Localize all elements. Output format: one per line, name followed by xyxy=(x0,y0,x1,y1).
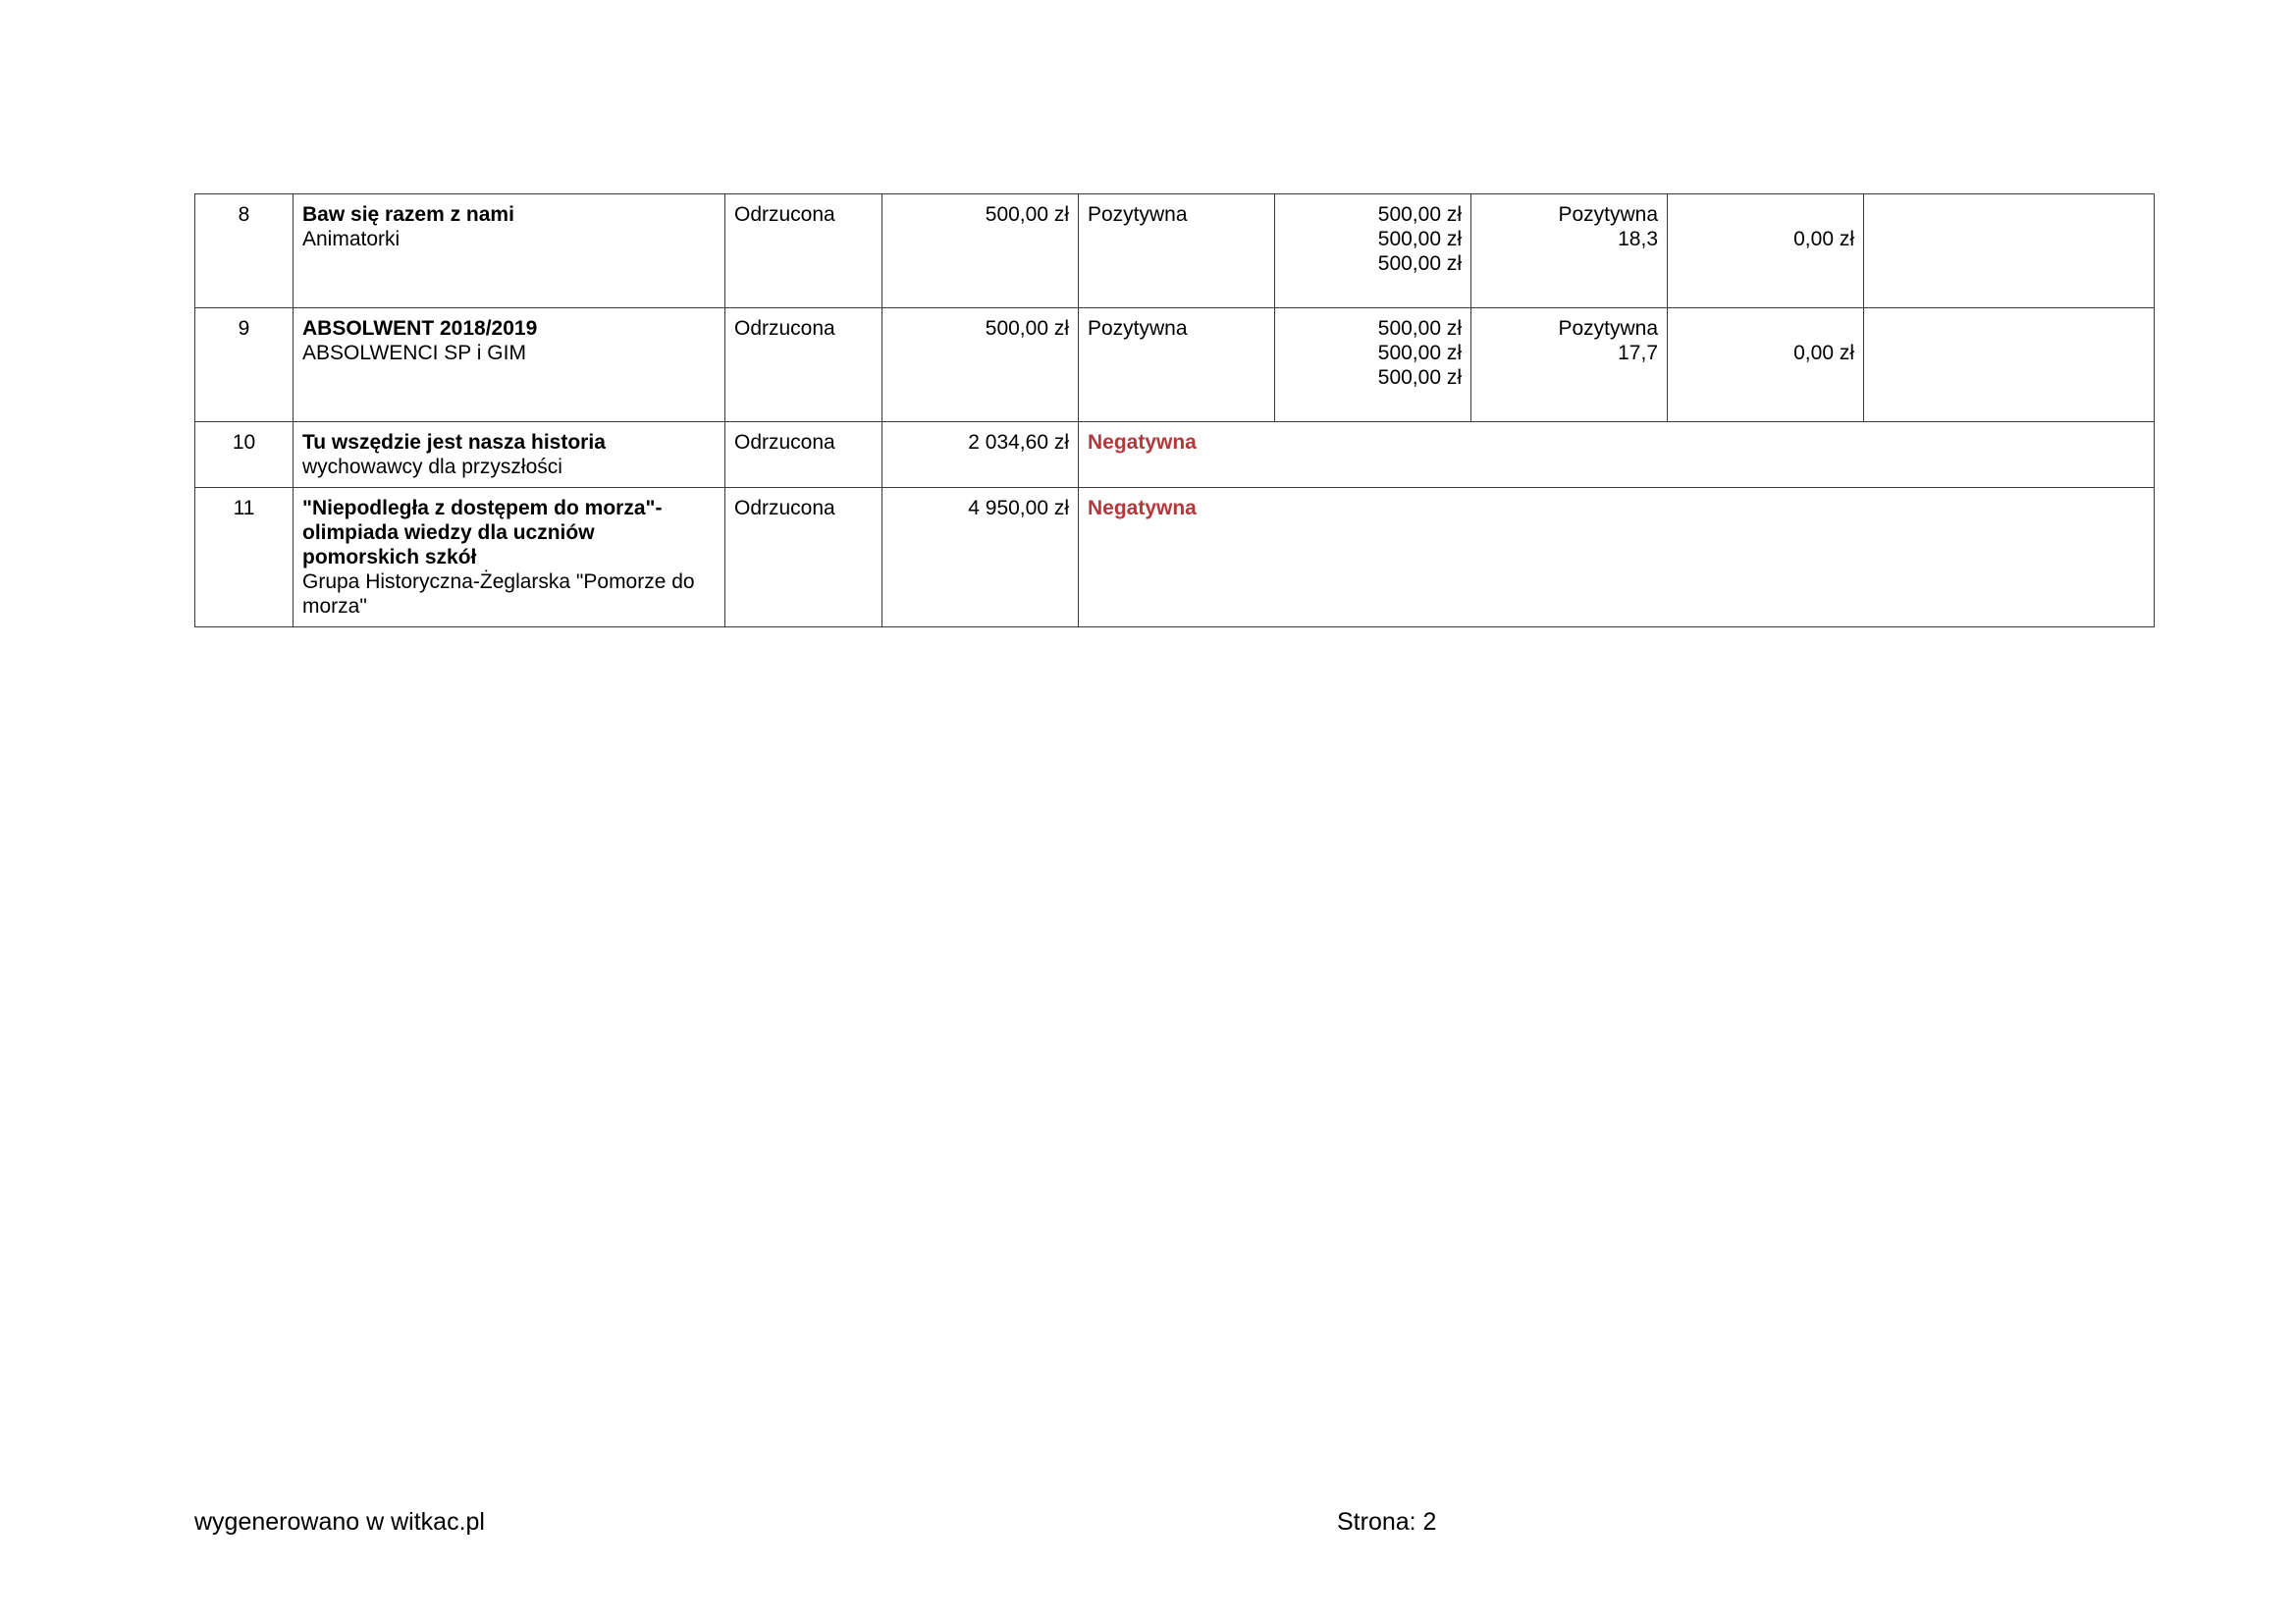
status-cell: Odrzucona xyxy=(725,488,882,627)
empty-cell xyxy=(1864,308,2155,422)
amount-line: 500,00 zł xyxy=(1377,203,1462,226)
table-row xyxy=(195,488,2155,627)
row-number: 10 xyxy=(195,422,294,488)
negative-badge: Negatywna xyxy=(1088,497,1197,519)
project-cell xyxy=(294,422,725,488)
project-title: "Niepodległa z dostępem do morza"-olimpiada wiedzy dla uczniów pomorskich szkół xyxy=(302,497,663,568)
amount-line: 500,00 zł xyxy=(1377,366,1462,389)
row-number: 9 xyxy=(195,308,294,422)
project-cell xyxy=(294,488,725,627)
row-number: 8 xyxy=(195,194,294,308)
table-row xyxy=(195,422,2155,488)
amount-line: 500,00 zł xyxy=(1377,228,1462,250)
project-organization: Grupa Historyczna-Żeglarska "Pomorze do morza" xyxy=(302,570,695,618)
table-row xyxy=(195,308,2155,422)
status-cell: Odrzucona xyxy=(725,308,882,422)
empty-cell xyxy=(1864,194,2155,308)
negative-badge: Negatywna xyxy=(1088,431,1197,454)
status-cell: Odrzucona xyxy=(725,422,882,488)
status-cell: Odrzucona xyxy=(725,194,882,308)
merit-score: 17,7 xyxy=(1618,342,1658,364)
table-row xyxy=(195,194,2155,308)
granted-amount: 0,00 zł xyxy=(1793,342,1854,364)
project-organization: wychowawcy dla przyszłości xyxy=(302,456,562,478)
requested-amount: 4 950,00 zł xyxy=(882,488,1079,627)
merit-cell xyxy=(1471,194,1668,308)
row-number: 11 xyxy=(195,488,294,627)
formal-assessment-cell xyxy=(1079,422,2155,488)
project-title: ABSOLWENT 2018/2019 xyxy=(302,317,538,340)
amounts-cell xyxy=(1275,194,1471,308)
granted-cell xyxy=(1668,194,1864,308)
granted-cell xyxy=(1668,308,1864,422)
merit-cell xyxy=(1471,308,1668,422)
project-cell xyxy=(294,194,725,308)
requested-amount: 2 034,60 zł xyxy=(882,422,1079,488)
merit-score: 18,3 xyxy=(1618,228,1658,250)
project-organization: Animatorki xyxy=(302,228,400,250)
amount-line: 500,00 zł xyxy=(1377,342,1462,364)
project-title: Tu wszędzie jest nasza historia xyxy=(302,431,606,454)
project-organization: ABSOLWENCI SP i GIM xyxy=(302,342,526,364)
formal-assessment: Pozytywna xyxy=(1079,194,1275,308)
footer-page-number: Strona: 2 xyxy=(1337,1508,1437,1536)
merit-assessment: Pozytywna xyxy=(1558,317,1658,340)
granted-amount: 0,00 zł xyxy=(1793,228,1854,250)
project-cell xyxy=(294,308,725,422)
project-title: Baw się razem z nami xyxy=(302,203,514,226)
requested-amount: 500,00 zł xyxy=(882,194,1079,308)
footer-generated-by: wygenerowano w witkac.pl xyxy=(194,1508,485,1536)
amount-line: 500,00 zł xyxy=(1377,317,1462,340)
formal-assessment-cell xyxy=(1079,488,2155,627)
requested-amount: 500,00 zł xyxy=(882,308,1079,422)
amounts-cell xyxy=(1275,308,1471,422)
merit-assessment: Pozytywna xyxy=(1558,203,1658,226)
formal-assessment: Pozytywna xyxy=(1079,308,1275,422)
results-table xyxy=(194,193,2155,627)
amount-line: 500,00 zł xyxy=(1377,252,1462,275)
